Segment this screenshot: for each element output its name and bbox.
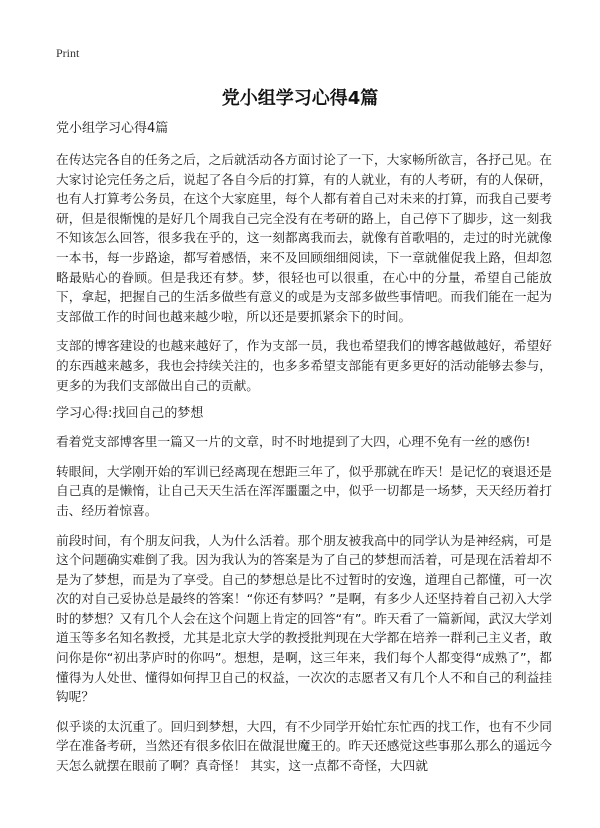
paragraph-1: 在传达完各自的任务之后，之后就活动各方面讨论了一下，大家畅所欲言，各抒己见。在大家讨论完任务之后，说起了各自今后的打算，有的人就业，有的人考研，有的人保研，也有人打算考公务员，在这个大家庭里，每个人都有着自己对未来的打算，而我自己要考研，但是很惭愧的是好几个周我自己完全没有在考研的路上，自己停下了脚步，这一刻我不知该怎么回答，很多我在乎的，这一刻都离我而去，就像有首歌唱的，走过的时光就像一本书，每一步路途，都写着感悟，来不及回顾细细阅读，下一章就催促我上路，但却忽略最贴心的眷顾。但是我还有梦。梦，很轻也可以很重，在心中的分量，希望自己能放下，拿起，把握自己的生活多做些有意义的或是为支部多做些事情吧。而我们能在一起为支部做工作的时间也越来越少啦，所以还是要抓紧余下的时间。 [56, 152, 552, 324]
paragraph-5: 前段时间，有个朋友问我，人为什么活着。那个朋友被我高中的同学认为是神经病，可是这个问题确实难倒了我。因为我认为的答案是为了自己的梦想而活着，可是现在活着却不是为了梦想，而是为了享受。自己的梦想总是比不过暂时的安逸，道理自己都懂，可一次次的对自己妥协总是最终的答案！“你还有梦吗？”是啊，有多少人还坚持着自己初入大学时的梦想？又有几个人会在这个问题上肯定的回答“有”。昨天看了一篇新闻，武汉大学刘道玉等多名知名教授，尤其是北京大学的教授批判现在大学都在培养一群利己主义者，敢问你是你“初出茅庐时的你吗”。想想，是啊，这三年来，我们每个人都变得“成熟了”，都懂得为人处世、懂得如何捍卫自己的权益，一次次的志愿者又有几个人不和自己的利益挂钩呢？ [56, 532, 552, 705]
paragraph-6: 似乎谈的太沉重了。回归到梦想，大四，有不少同学开始忙东忙西的找工作，也有不少同学在准备考研，当然还有很多依旧在做混世魔王的。昨天还感觉这些事那么那么的遥远今天怎么就摆在眼前了啊？真奇怪！ 其实，这一点都不奇怪，大四就 [56, 718, 552, 774]
section-heading: 学习心得:找回自己的梦想 [56, 406, 204, 422]
article-subtitle: 党小组学习心得4篇 [56, 121, 169, 136]
print-label[interactable]: Print [56, 46, 80, 60]
paragraph-2: 支部的博客建设的也越来越好了，作为支部一员，我也希望我们的博客越做越好，希望好的东西越来越多，我也会持续关注的，也多多希望支部能有更多更好的活动能够去参与，更多的为我们支部做出自己的贡献。 [56, 338, 552, 393]
article-body [56, 120, 552, 786]
paragraph-4: 转眼间，大学刚开始的军训已经离现在想距三年了，似乎那就在昨天！是记忆的衰退还是自己真的是懒惰，让自己天天生活在浑浑噩噩之中，似乎一切都是一场梦，天天经历着打击、经历着惊喜。 [56, 463, 552, 518]
document-title: 党小组学习心得4篇 [221, 88, 379, 109]
paragraph-3: 看着党支部博客里一篇又一片的文章，时不时地提到了大四，心理不免有一丝的感伤! [56, 434, 531, 450]
